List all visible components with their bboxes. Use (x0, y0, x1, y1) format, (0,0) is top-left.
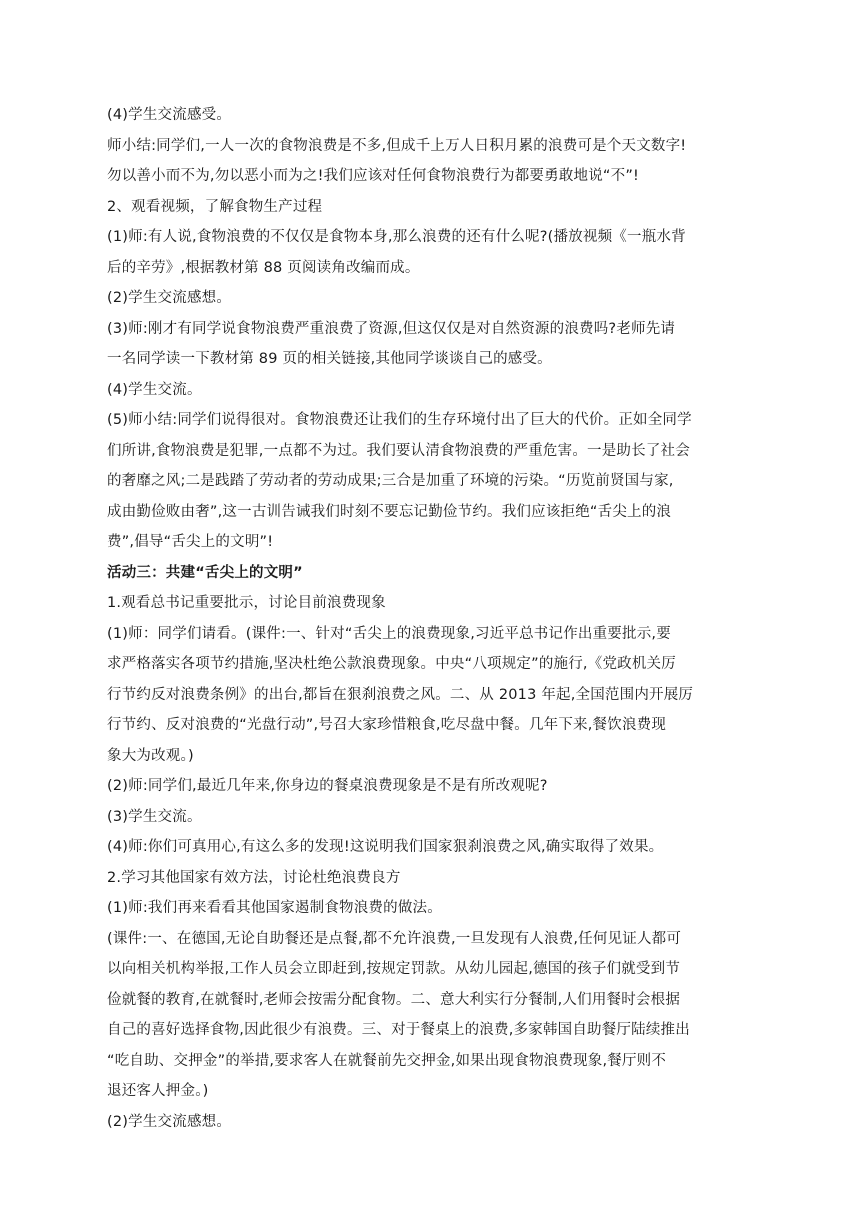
text-line: (5)师小结:同学们说得很对。食物浪费还让我们的生存环境付出了巨大的代价。正如全同学 (107, 412, 692, 428)
text-line: (4)学生交流。 (107, 381, 202, 398)
document-page (107, 100, 753, 1137)
text-line: 求严格落实各项节约措施,坚决杜绝公款浪费现象。中央“八项规定”的施行,《党政机关厉 (107, 656, 676, 672)
text-line: (2)学生交流感想。 (107, 290, 232, 306)
text-line: 费”,倡导“舌尖上的文明”! (107, 534, 274, 550)
text-line: (3)学生交流。 (107, 808, 202, 825)
text-line: (1)师:我们再来看看其他国家遏制食物浪费的做法。 (107, 900, 442, 916)
text-line: 2、观看视频，了解食物生产过程 (107, 198, 323, 215)
text-line: (4)师:你们可真用心,有这么多的发现!这说明我们国家狠刹浪费之风,确实取得了效果。 (107, 839, 664, 855)
text-line: (课件:一、在德国,无论自助餐还是点餐,都不允许浪费,一旦发现有人浪费,任何见证人都可 (107, 930, 682, 947)
text-line: 的奢靡之风;二是践踏了劳动者的劳动成果;三合是加重了环境的污染。“历览前贤国与家, (107, 473, 674, 489)
text-line: (2)学生交流感想。 (107, 1113, 232, 1130)
text-line: 行节约、反对浪费的“光盘行动”,号召大家珍惜粮食,吃尽盘中餐。几年下来,餐饮浪费现 (107, 717, 667, 733)
text-line: 2.学习其他国家有效方法，讨论杜绝浪费良方 (107, 869, 401, 886)
text-line: “吃自助、交押金”的举措,要求客人在就餐前先交押金,如果出现食物浪费现象,餐厅则不 (107, 1052, 667, 1069)
text-line: 成由勤俭败由奢”,这一古训告诫我们时刻不要忘记勤俭节约。我们应该拒绝“舌尖上的浪 (107, 503, 672, 520)
section-heading: 活动三：共建“舌尖上的文明” (107, 564, 303, 581)
text-line: (3)师:刚才有同学说食物浪费严重浪费了资源,但这仅仅是对自然资源的浪费吗?老师先请 (107, 320, 676, 337)
text-line: (4)学生交流感受。 (107, 107, 232, 123)
text-line: 以向相关机构举报,工作人员会立即赶到,按规定罚款。从幼儿园起,德国的孩子们就受到节 (107, 961, 681, 977)
text-line: 俭就餐的教育,在就餐时,老师会按需分配食物。二、意大利实行分餐制,人们用餐时会根据 (107, 991, 681, 1008)
text-line: (1)师：同学们请看。(课件:一、针对“舌尖上的浪费现象,习近平总书记作出重要批示,要 (107, 625, 671, 642)
text-line: 自己的喜好选择食物,因此很少有浪费。三、对于餐桌上的浪费,多家韩国自助餐厅陆续推出 (107, 1022, 690, 1038)
text-line: 们所讲,食物浪费是犯罪,一点都不为过。我们要认清食物浪费的严重危害。一是助长了社会 (107, 442, 690, 459)
text-line: 后的辛劳》,根据教材第 88 页阅读角改编而成。 (107, 259, 420, 276)
text-line: 象大为改观。) (107, 747, 194, 764)
text-line: (1)师:有人说,食物浪费的不仅仅是食物本身,那么浪费的还有什么呢?(播放视频《一瓶水背 (107, 229, 686, 245)
text-line: 师小结:同学们,一人一次的食物浪费是不多,但成千上万人日积月累的浪费可是个天文数字! (107, 137, 687, 154)
text-line: (2)师:同学们,最近几年来,你身边的餐桌浪费现象是不是有所改观呢? (107, 778, 548, 794)
text-line: 行节约反对浪费条例》的出台,都旨在狠刹浪费之风。二、从 2013 年起,全国范围内开展厉 (107, 686, 694, 703)
text-line: 勿以善小而不为,勿以恶小而为之!我们应该对任何食物浪费行为都要勇敢地说“不”! (107, 168, 640, 184)
text-line: 退还客人押金。) (107, 1083, 209, 1099)
text-line: 一名同学读一下教材第 89 页的相关链接,其他同学谈谈自己的感受。 (107, 351, 552, 367)
text-line: 1.观看总书记重要批示，讨论目前浪费现象 (107, 595, 386, 611)
